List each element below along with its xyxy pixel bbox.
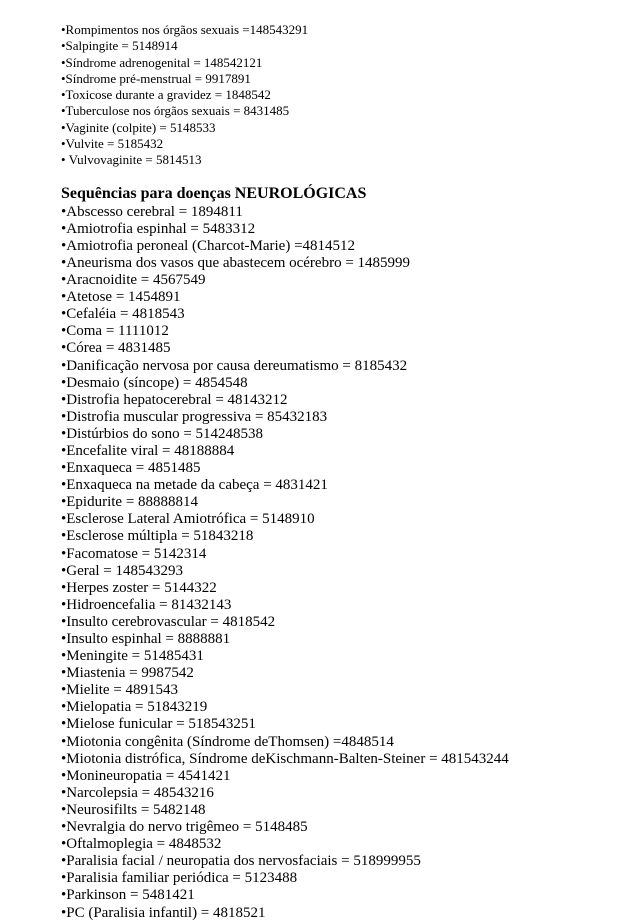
list-item: • Vulvovaginite = 5814513 (61, 152, 202, 168)
list-item: •Enxaqueca = 4851485 (61, 460, 201, 477)
list-item: •Paralisia familiar periódica = 5123488 (61, 870, 298, 887)
list-item: •Síndrome adrenogenital = 148542121 (61, 54, 263, 70)
list-item: •Parkinson = 5481421 (61, 887, 195, 904)
list-item: •Abscesso cerebral = 1894811 (61, 203, 243, 220)
list-item: •Enxaqueca na metade da cabeça = 4831421 (61, 477, 328, 494)
list-item: •Distúrbios do sono = 514248538 (61, 425, 264, 442)
list-item: •PC (Paralisia infantil) = 4818521 (61, 904, 266, 921)
list-item: •Danificação nervosa por causa dereumatismo = 8185432 (61, 357, 408, 374)
list-item: •Atetose = 1454891 (61, 289, 181, 306)
list-item: •Narcolepsia = 48543216 (61, 784, 214, 801)
list-item: •Miastenia = 9987542 (61, 665, 194, 682)
list-item: •Nevralgia do nervo trigêmeo = 5148485 (61, 819, 308, 836)
list-item: •Cefaléia = 4818543 (61, 306, 185, 323)
list-item: •Distrofia hepatocerebral = 48143212 (61, 391, 288, 408)
list-item: •Síndrome pré-menstrual = 9917891 (61, 70, 251, 86)
list-item: •Toxicose durante a gravidez = 1848542 (61, 87, 271, 103)
list-item: •Rompimentos nos órgãos sexuais =148543291 (61, 22, 309, 37)
list-item: •Mielopatia = 51843219 (61, 699, 208, 716)
list-item: •Epidurite = 88888814 (61, 494, 199, 511)
list-item: •Geral = 148543293 (61, 562, 184, 579)
list-item: •Neurosifilts = 5482148 (61, 801, 206, 818)
list-item: •Herpes zoster = 5144322 (61, 579, 217, 596)
list-item: •Insulto cerebrovascular = 4818542 (61, 613, 276, 630)
list-item: •Oftalmoplegia = 4848532 (61, 836, 222, 853)
list-item: •Paralisia facial / neuropatia dos nervosfaciais = 518999955 (61, 853, 421, 870)
list-item: •Desmaio (síncope) = 4854548 (61, 374, 248, 391)
list-item: •Tuberculose nos órgãos sexuais = 8431485 (61, 103, 290, 119)
section-title: Sequências para doenças NEUROLÓGICAS (61, 184, 367, 202)
list-item: •Insulto espinhal = 8888881 (61, 631, 231, 648)
list-item: •Miotonia congênita (Síndrome deThomsen) =4848514 (61, 733, 394, 750)
intro-list (61, 22, 631, 169)
list-item: •Vaginite (colpite) = 5148533 (61, 119, 216, 135)
list-item: •Mielite = 4891543 (61, 682, 179, 699)
list-item: •Esclerose múltipla = 51843218 (61, 528, 254, 545)
document-page (61, 22, 631, 922)
list-item: •Vulvite = 5185432 (61, 136, 164, 152)
list-item: •Aracnoidite = 4567549 (61, 272, 206, 289)
list-item: •Miotonia distrófica, Síndrome deKischmann-Balten-Steiner = 481543244 (61, 750, 509, 767)
list-item: •Mielose funicular = 518543251 (61, 716, 256, 733)
list-item: •Esclerose Lateral Amiotrófica = 5148910 (61, 511, 315, 528)
list-item: •Distrofia muscular progressiva = 85432183 (61, 408, 328, 425)
list-item: •Córea = 4831485 (61, 340, 171, 357)
list-item: •Meningite = 51485431 (61, 648, 204, 665)
list-item: •Facomatose = 5142314 (61, 545, 207, 562)
list-item: •Hidroencefalia = 81432143 (61, 596, 232, 613)
list-item: •Monineuropatia = 4541421 (61, 767, 231, 784)
neurological-list (61, 204, 631, 922)
list-item: •Salpingite = 5148914 (61, 38, 178, 54)
list-item: •Aneurisma dos vasos que abastecem océrebro = 1485999 (61, 254, 411, 271)
list-item: •Encefalite viral = 48188884 (61, 442, 235, 459)
list-item: •Amiotrofia peroneal (Charcot-Marie) =4814512 (61, 237, 356, 254)
list-item: •Amiotrofia espinhal = 5483312 (61, 220, 256, 237)
list-item: •Coma = 1111012 (61, 323, 169, 340)
